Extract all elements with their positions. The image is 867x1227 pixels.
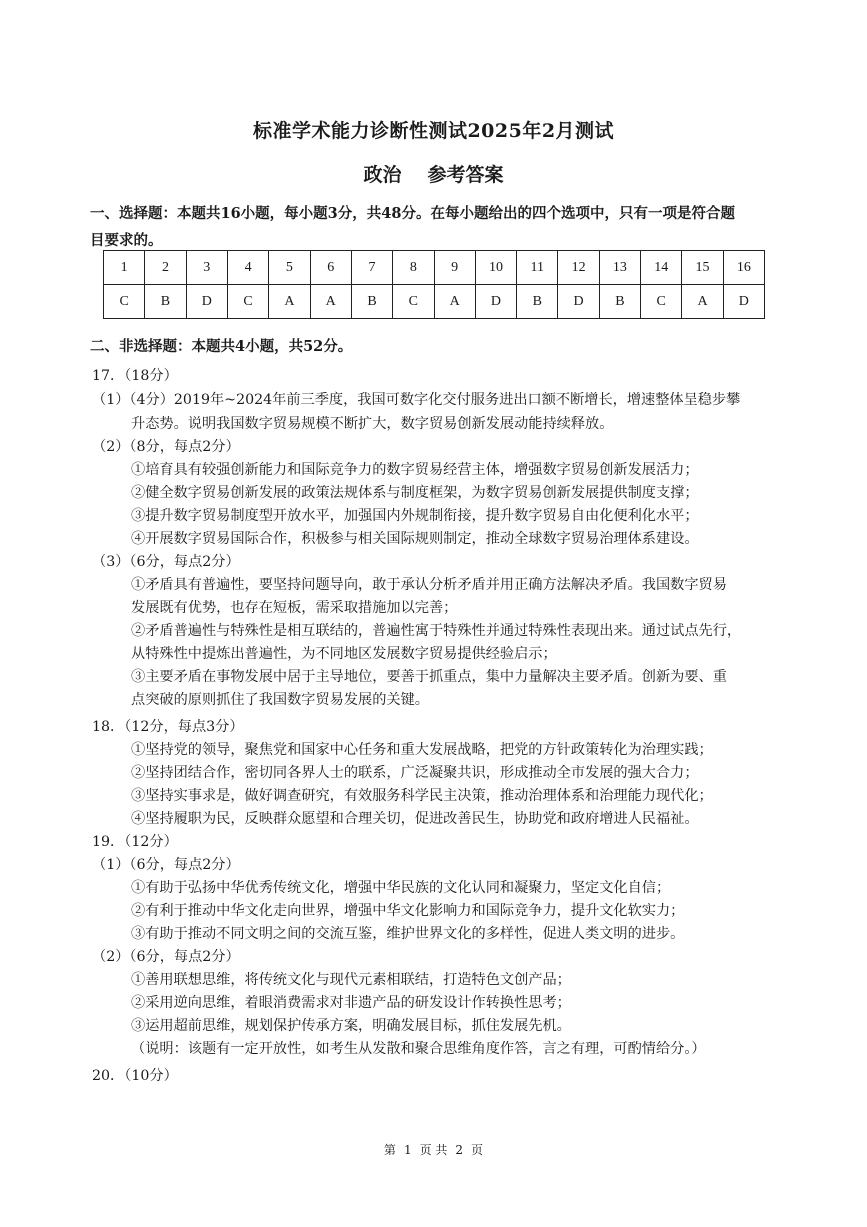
answer-line: ②坚持团结合作，密切同各界人士的联系，广泛凝聚共识，形成推动全市发展的强大合力； [131, 765, 699, 781]
answer-line: 从特殊性中提炼出普遍性，为不同地区发展数字贸易提供经验启示； [131, 646, 557, 662]
answer-cell: C [227, 285, 268, 319]
question-number-cell: 2 [145, 251, 186, 285]
answer-line: （2）（6分，每点2分） [92, 949, 240, 965]
question-number-row [104, 251, 765, 285]
answer-line: （说明：该题有一定开放性，如考生从发散和聚合思维角度作答，言之有理，可酌情给分。） [131, 1041, 706, 1057]
answer-line: 升态势。说明我国数字贸易规模不断扩大，数字贸易创新发展动能持续释放。 [131, 416, 614, 432]
answer-cell: D [558, 285, 599, 319]
answer-line: （2）（8分，每点2分） [92, 439, 240, 455]
answer-line: ④开展数字贸易国际合作，积极参与相关国际规则制定，推动全球数字贸易治理体系建设。 [131, 531, 699, 547]
answer-cell: C [393, 285, 434, 319]
answer-cell: B [145, 285, 186, 319]
question-number-cell: 1 [104, 251, 145, 285]
question-number-cell: 5 [269, 251, 310, 285]
section2-heading: 二、非选择题：本题共4小题，共52分。 [90, 338, 353, 355]
answer-line: ③提升数字贸易制度型开放水平，加强国内外规制衔接，提升数字贸易自由化便利化水平； [131, 508, 699, 524]
answer-line: ②采用逆向思维，着眼消费需求对非遗产品的研发设计作转换性思考； [131, 995, 571, 1011]
question-number-cell: 7 [351, 251, 392, 285]
answer-line: ①矛盾具有普遍性，要坚持问题导向，敢于承认分析矛盾并用正确方法解决矛盾。我国数字贸易 [131, 577, 727, 593]
answer-line: （1）（6分，每点2分） [92, 857, 240, 873]
question-number-cell: 16 [723, 251, 764, 285]
answer-line: ③有助于推动不同文明之间的交流互鉴，维护世界文化的多样性，促进人类文明的进步。 [131, 926, 685, 942]
answer-line: ④坚持履职为民，反映群众愿望和合理关切，促进改善民生，协助党和政府增进人民福祉。 [131, 811, 699, 827]
answer-line: （3）（6分，每点2分） [92, 554, 240, 570]
answer-cell: A [310, 285, 351, 319]
answer-line: ③运用超前思维，规划保护传承方案，明确发展目标，抓住发展先机。 [131, 1018, 571, 1034]
answer-line: 19．（12分） [92, 834, 178, 850]
question-number-cell: 8 [393, 251, 434, 285]
answer-row [104, 285, 765, 319]
answer-cell: D [723, 285, 764, 319]
question-number-cell: 12 [558, 251, 599, 285]
answer-line: 18．（12分，每点3分） [92, 719, 244, 735]
question-number-cell: 9 [434, 251, 475, 285]
question-number-cell: 13 [599, 251, 640, 285]
answer-line: 发展既有优势，也存在短板，需采取措施加以完善； [131, 600, 458, 616]
question-number-cell: 3 [186, 251, 227, 285]
answer-cell: A [269, 285, 310, 319]
answer-line: （1）（4分）2019年~2024年前三季度，我国可数字化交付服务进出口额不断增长，增速整体呈稳步攀 [92, 392, 741, 408]
question-number-cell: 15 [682, 251, 723, 285]
answer-line: 点突破的原则抓住了我国数字贸易发展的关键。 [131, 692, 429, 708]
section1-heading-line1: 一、选择题：本题共16小题，每小题3分，共48分。在每小题给出的四个选项中，只有一项是符合题 [90, 205, 735, 222]
answer-line: ①培育具有较强创新能力和国际竞争力的数字贸易经营主体，增强数字贸易创新发展活力； [131, 462, 699, 478]
answer-cell: D [475, 285, 516, 319]
footer-total-pages: 2 [455, 1143, 464, 1157]
answer-line: ①有助于弘扬中华优秀传统文化，增强中华民族的文化认同和凝聚力，坚定文化自信； [131, 880, 671, 896]
answer-cell: A [682, 285, 723, 319]
answer-line: ②有利于推动中华文化走向世界，增强中华文化影响力和国际竞争力，提升文化软实力； [131, 903, 685, 919]
section1-heading-line2: 目要求的。 [90, 232, 163, 249]
answer-line: ①善用联想思维，将传统文化与现代元素相联结，打造特色文创产品； [131, 972, 571, 988]
page-subtitle [0, 160, 867, 187]
question-number-cell: 14 [641, 251, 682, 285]
question-number-cell: 6 [310, 251, 351, 285]
footer-page-number: 1 [403, 1143, 412, 1157]
answer-cell: C [641, 285, 682, 319]
page-title: 标准学术能力诊断性测试2025年2月测试 [252, 120, 615, 142]
page-footer [0, 1141, 867, 1158]
question-number-cell: 4 [227, 251, 268, 285]
answer-table [103, 250, 765, 319]
answer-cell: B [599, 285, 640, 319]
answer-cell: D [186, 285, 227, 319]
footer-prefix: 第 [383, 1143, 396, 1157]
answer-line: ②矛盾普遍性与特殊性是相互联结的，普遍性寓于特殊性并通过特殊性表现出来。通过试点先行， [131, 623, 742, 639]
footer-middle: 页 共 [419, 1143, 448, 1157]
answer-line: 20．（10分） [92, 1068, 178, 1084]
question-number-cell: 11 [517, 251, 558, 285]
question-number-cell: 10 [475, 251, 516, 285]
section1-heading [90, 200, 790, 254]
answer-line: ③坚持实事求是，做好调查研究，有效服务科学民主决策，推动治理体系和治理能力现代化； [131, 788, 713, 804]
answer-cell: B [517, 285, 558, 319]
answer-line: 17．（18分） [92, 368, 178, 384]
subject-label: 政治 [363, 164, 402, 186]
answer-cell: C [104, 285, 145, 319]
answer-cell: B [351, 285, 392, 319]
answer-cell: A [434, 285, 475, 319]
answer-line: ①坚持党的领导，聚焦党和国家中心任务和重大发展战略，把党的方针政策转化为治理实践； [131, 742, 713, 758]
footer-suffix: 页 [471, 1143, 484, 1157]
answer-line: ②健全数字贸易创新发展的政策法规体系与制度框架，为数字贸易创新发展提供制度支撑； [131, 485, 699, 501]
doc-type-label: 参考答案 [427, 164, 504, 186]
answer-line: ③主要矛盾在事物发展中居于主导地位，要善于抓重点，集中力量解决主要矛盾。创新为要、重 [131, 669, 727, 685]
